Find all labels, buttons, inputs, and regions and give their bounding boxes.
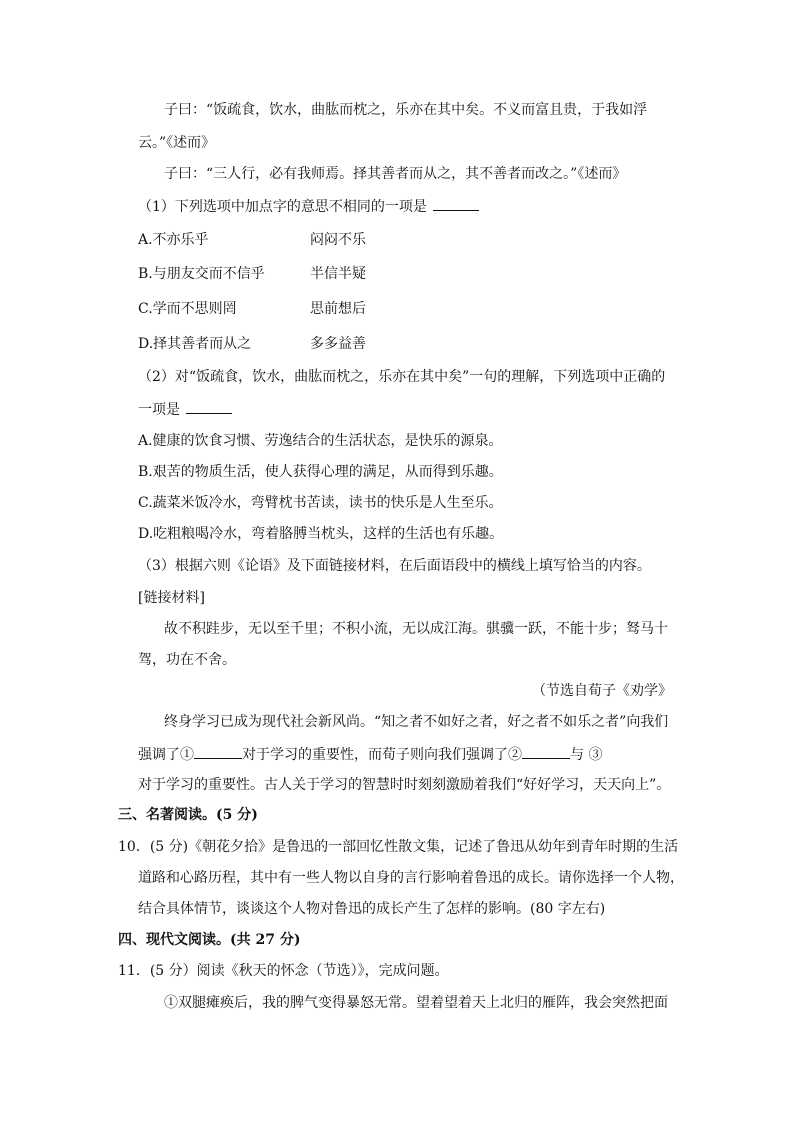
q2-option-b: B.艰苦的物质生活，使人获得心理的满足，从而得到乐趣。 bbox=[138, 464, 503, 480]
q3-stem: （3）根据六则《论语》及下面链接材料，在后面语段中的横线上填写恰当的内容。 bbox=[138, 558, 651, 574]
q1-option-b-left: B.与朋友交而不信乎 bbox=[138, 266, 265, 282]
q2-option-c: C.蔬菜米饭冷水，弯臂枕书苦读，读书的快乐是人生至乐。 bbox=[138, 495, 503, 511]
q3-material-label: [链接材料] bbox=[138, 590, 205, 606]
q3-material-line-1: 故不积跬步，无以至千里；不积小流，无以成江海。骐骥一跃，不能十步；驽马十 bbox=[164, 621, 668, 637]
passage-line-2: 云。”《述而》 bbox=[138, 135, 216, 151]
q1-option-d-right: 多多益善 bbox=[310, 336, 366, 352]
q10-line-1: 10．(5 分)《朝花夕拾》是鲁迅的一部回忆性散文集，记述了鲁迅从幼年到青年时期的生活 bbox=[118, 839, 679, 855]
q1-option-c-right: 思前想后 bbox=[310, 301, 366, 317]
q2-stem-line-1: （2）对“饭疏食，饮水，曲肱而枕之，乐亦在其中矣”一句的理解，下列选项中正确的 bbox=[138, 369, 666, 385]
q1-answer-blank[interactable] bbox=[433, 196, 479, 211]
q2-stem-line-2 bbox=[138, 399, 234, 420]
section-4-title: 四、现代文阅读。(共 27 分) bbox=[118, 932, 301, 948]
q3-source: （节选自荀子《劝学》 bbox=[532, 683, 672, 699]
q1-option-a-right: 闷闷不乐 bbox=[310, 232, 366, 248]
passage-line-1: 子曰：“饭疏食，饮水，曲肱而枕之，乐亦在其中矣。不义而富且贵，于我如浮 bbox=[164, 102, 648, 118]
q3-paragraph-line-2 bbox=[138, 744, 602, 765]
q3-blank-2[interactable] bbox=[522, 744, 570, 759]
section-3-title: 三、名著阅读。(5 分) bbox=[118, 807, 258, 823]
q3-para-part-c: 与 ③ bbox=[570, 747, 603, 763]
q1-option-c-left: C.学而不思则罔 bbox=[138, 301, 237, 317]
q2-option-a: A.健康的饮食习惯、劳逸结合的生活状态，是快乐的源泉。 bbox=[138, 433, 503, 449]
q10-line-3: 结合具体情节，谈谈这个人物对鲁迅的成长产生了怎样的影响。(80 字左右) bbox=[138, 901, 606, 917]
q1-stem-text: （1）下列选项中加点字的意思不相同的一项是 bbox=[138, 199, 427, 215]
q1-option-a-left: A.不亦乐乎 bbox=[138, 232, 209, 248]
q3-paragraph-line-3: 对于学习的重要性。古人关于学习的智慧时时刻刻激励着我们“好好学习，天天向上”。 bbox=[138, 777, 671, 793]
passage-line-3: 子曰：“三人行，必有我师焉。择其善者而从之，其不善者而改之。”《述而》 bbox=[164, 166, 627, 182]
q3-blank-1[interactable] bbox=[194, 744, 242, 759]
q3-para-part-a: 强调了① bbox=[138, 747, 194, 763]
q2-answer-blank[interactable] bbox=[186, 399, 232, 414]
q11-line-1: 11．(5 分）阅读《秋天的怀念（节选）》，完成问题。 bbox=[118, 963, 449, 979]
q2-option-d: D.吃粗粮喝冷水，弯着胳膊当枕头，这样的生活也有乐趣。 bbox=[138, 526, 504, 542]
q1-option-d-left: D.择其善者而从之 bbox=[138, 336, 252, 352]
q3-para-part-b: 对于学习的重要性，而荀子则向我们强调了② bbox=[242, 747, 522, 763]
q1-stem bbox=[138, 196, 481, 217]
q3-material-line-2: 驾，功在不舍。 bbox=[138, 652, 236, 668]
q10-line-2: 道路和心路历程，其中有一些人物以自身的言行影响着鲁迅的成长。请你选择一个人物， bbox=[138, 870, 684, 886]
q1-option-b-right: 半信半疑 bbox=[310, 266, 366, 282]
q11-line-2: ①双腿瘫痪后，我的脾气变得暴怒无常。望着望着天上北归的雁阵，我会突然把面 bbox=[164, 995, 668, 1011]
q2-stem-text: 一项是 bbox=[138, 402, 180, 418]
q3-paragraph-line-1: 终身学习已成为现代社会新风尚。“知之者不如好之者，好之者不如乐之者”向我们 bbox=[164, 714, 669, 730]
